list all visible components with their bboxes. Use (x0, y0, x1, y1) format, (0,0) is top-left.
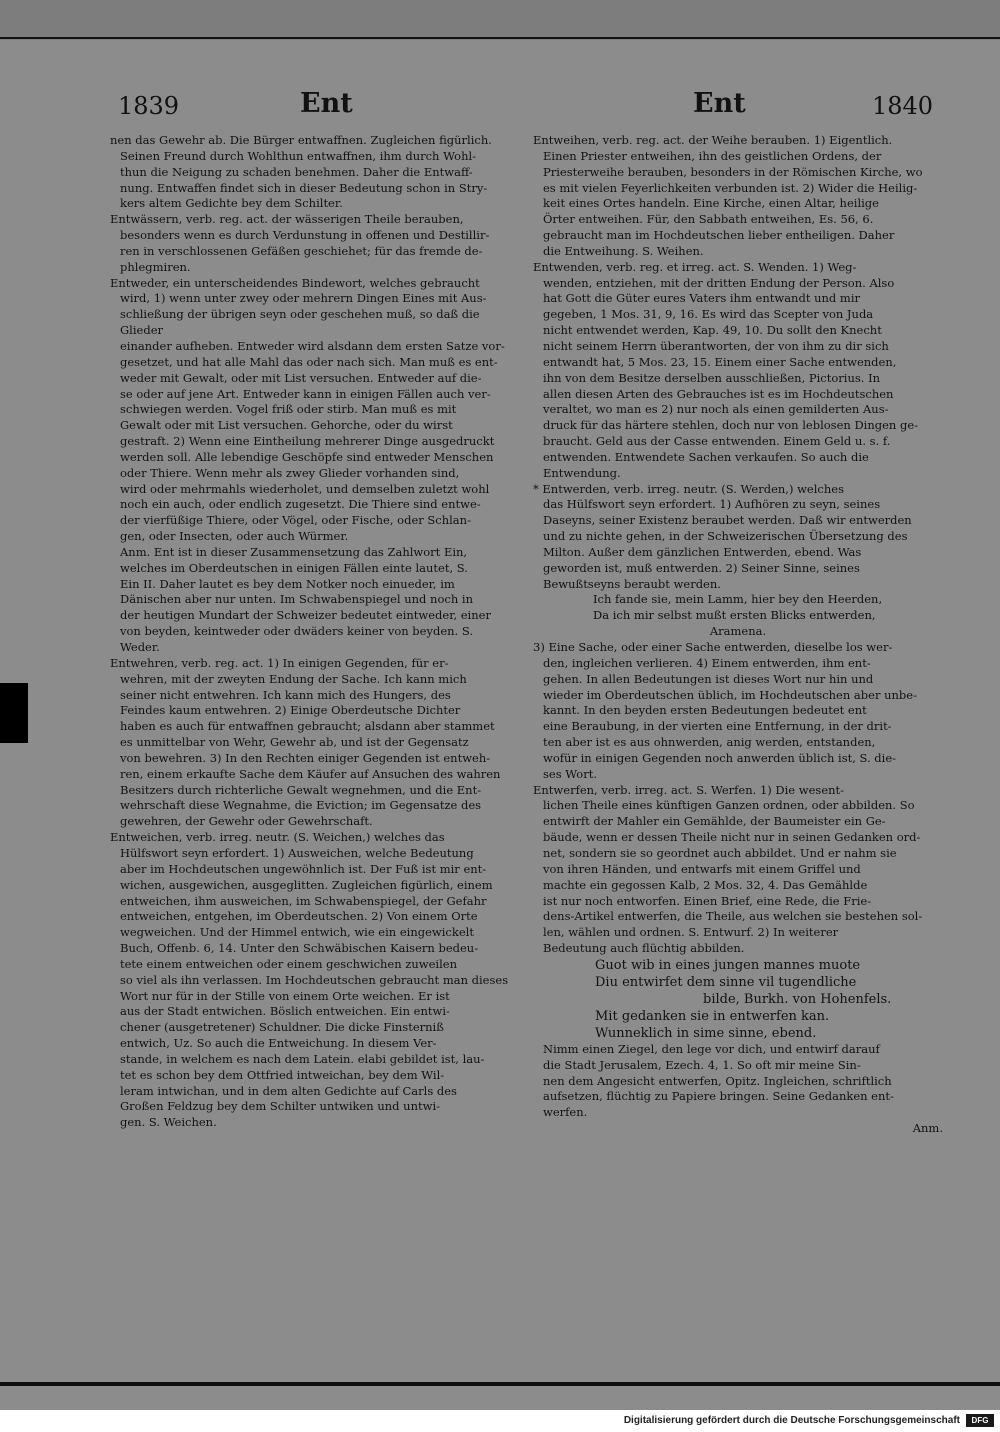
text-line: Entwendung. (543, 465, 621, 480)
text-line: schließung der übrigen seyn oder geschehen muß, so daß die Glieder (120, 307, 480, 338)
text-line: geworden ist, muß entwerden. 2) Seiner Sinne, seines (543, 560, 860, 575)
text-line: entwich, Uz. So auch die Entweichung. In diesem Ver- (120, 1036, 437, 1051)
text-line: entweichen, entgehen, im Oberdeutschen. 2) Von einem Orte (120, 909, 478, 924)
text-line: machte ein gegossen Kalb, 2 Mos. 32, 4. Das Gemählde (543, 877, 868, 892)
text-line: lichen Theile eines künftigen Ganzen ordnen, oder abbilden. So (543, 798, 915, 813)
text-line: der vierfüßige Thiere, oder Vögel, oder Fische, oder Schlan- (120, 513, 471, 528)
text-line: ren in verschlossenen Gefäßen geschiehet; für das fremde de- (120, 243, 483, 258)
text-line: keit eines Ortes handeln. Eine Kirche, einen Altar, heilige (543, 196, 879, 211)
digitization-credit: Digitalisierung gefördert durch die Deutsche Forschungsgemeinschaft (623, 1415, 960, 1426)
text-line: entwenden. Entwendete Sachen verkaufen. So auch die (543, 449, 869, 464)
text-line: Bewußtseyns beraubt werden. (543, 576, 721, 591)
text-line: se oder auf jene Art. Entweder kann in einigen Fällen auch ver- (120, 386, 491, 401)
text-line: besonders wenn es durch Verdunstung in offenen und Destillir- (120, 228, 490, 243)
text-line: 3) Eine Sache, oder einer Sache entwerden, dieselbe los wer- (533, 640, 893, 654)
text-line: entwandt hat, 5 Mos. 23, 15. Einem einer Sache entwenden, (543, 354, 897, 369)
text-line: chener (ausgetretener) Schuldner. Die dicke Finsterniß (120, 1020, 444, 1035)
left-page-number: 1839 (118, 92, 180, 120)
text-line: oder Thiere. Wenn mehr als zwey Glieder vorhanden sind, (120, 465, 460, 480)
right-running-head: Ent (693, 88, 746, 119)
text-line: Ein II. Daher lautet es bey dem Notker noch einueder, im (120, 576, 455, 591)
top-border-line (0, 37, 1000, 39)
text-line: Priesterweihe berauben, besonders in der Römischen Kirche, wo (543, 164, 923, 179)
text-line: wird, 1) wenn unter zwey oder mehrern Dingen Eines mit Aus- (120, 291, 487, 306)
text-line: gen. S. Weichen. (120, 1115, 217, 1130)
text-line: aus der Stadt entwichen. Böslich entweichen. Ein entwi- (120, 1004, 450, 1019)
text-line: Buch, Offenb. 6, 14. Unter den Schwäbischen Kaisern bedeu- (120, 941, 479, 956)
text-line: wird oder mehrmahls wiederholet, und demselben zuletzt wohl (120, 481, 490, 496)
text-line: veraltet, wo man es 2) nur noch als einen gemilderten Aus- (543, 402, 889, 417)
left-text-column (110, 133, 518, 1131)
text-line: Dänischen aber nur unten. Im Schwabenspiegel und noch in (120, 592, 473, 607)
text-line: nicht entwendet werden, Kap. 49, 10. Du sollt den Knecht (543, 323, 882, 338)
text-line: Anm. Ent ist in dieser Zusammensetzung das Zahlwort Ein, (120, 544, 468, 559)
text-line: einander aufheben. Entweder wird alsdann dem ersten Satze vor- (120, 338, 505, 353)
text-line: thun die Neigung zu schaden benehmen. Daher die Entwaff- (120, 164, 473, 179)
text-line: Entwehren, verb. reg. act. 1) In einigen Gegenden, für er- (110, 655, 449, 670)
text-line: es unmittelbar von Wehr, Gewehr ab, und ist der Gegensatz (120, 735, 469, 750)
text-line: haben es auch für entwaffnen gebraucht; alsdann aber stammet (120, 719, 495, 734)
text-line: Entweder, ein unterscheidendes Bindewort, welches gebraucht (110, 275, 480, 290)
text-line: Da ich mir selbst mußt ersten Blicks entwerden, (593, 608, 876, 623)
text-line: Entwenden, verb. reg. et irreg. act. S. Wenden. 1) Weg- (533, 259, 857, 274)
text-line: ihn von dem Besitze derselben ausschließen, Pictorius. In (543, 370, 881, 385)
text-line: gestraft. 2) Wenn eine Eintheilung mehrerer Dinge ausgedruckt (120, 434, 495, 449)
text-line: gewehren, der Gewehr oder Gewehrschaft. (120, 814, 373, 829)
text-line: phlegmiren. (120, 259, 191, 274)
text-line: von bewehren. 3) In den Rechten einiger Gegenden ist entweh- (120, 750, 491, 765)
text-line: den, ingleichen verlieren. 4) Einem entwerden, ihm ent- (543, 655, 871, 670)
text-line: Guot wib in eines jungen mannes muote (595, 957, 861, 973)
text-line: bäude, wenn er dessen Theile nicht nur in seinen Gedanken ord- (543, 830, 921, 845)
text-line: braucht. Geld aus der Casse entwenden. Einem Geld u. s. f. (543, 434, 891, 449)
text-line: Seinen Freund durch Wohlthun entwaffnen, ihm durch Wohl- (120, 148, 477, 163)
text-line: ist nur noch entworfen. Einen Brief, eine Rede, die Frie- (543, 893, 872, 908)
text-line: es mit vielen Feyerlichkeiten verbunden ist. 2) Wider die Heilig- (543, 180, 918, 195)
text-line: Großen Feldzug bey dem Schilter untwiken und untwi- (120, 1099, 441, 1114)
text-line: Nimm einen Ziegel, den lege vor dich, und entwirf darauf (543, 1041, 880, 1056)
text-line: der heutigen Mundart der Schweizer bedeutet eintweder, einer (120, 608, 491, 623)
text-line: wehren, mit der zweyten Endung der Sache. Ich kann mich (120, 671, 467, 686)
text-line: ses Wort. (543, 766, 598, 781)
text-line: entweichen, ihm ausweichen, im Schwabenspiegel, der Gefahr (120, 893, 487, 908)
text-line: aufsetzen, flüchtig zu Papiere bringen. Seine Gedanken ent- (543, 1089, 894, 1104)
text-line: werden soll. Alle lebendige Geschöpfe sind entweder Menschen (120, 449, 494, 464)
text-line: nicht seinem Herrn überantworten, der von ihm zu dir sich (543, 338, 889, 353)
text-line: Aramena. (709, 624, 767, 639)
text-line: Entweichen, verb. irreg. neutr. (S. Weichen,) welches das (110, 830, 445, 845)
text-line: nen das Gewehr ab. Die Bürger entwaffnen. Zugleichen figürlich. (110, 133, 492, 147)
text-line: leram intwichan, und in dem alten Gedichte auf Carls des (120, 1083, 457, 1098)
text-line: wieder im Oberdeutschen üblich, im Hochdeutschen aber unbe- (543, 687, 917, 702)
text-line: gen, oder Insecten, oder auch Würmer. (120, 529, 349, 544)
text-line: kers altem Gedichte bey dem Schilter. (120, 196, 343, 211)
text-line: Mit gedanken sie in entwerfen kan. (595, 1008, 830, 1024)
text-line: wegweichen. Und der Himmel entwich, wie ein eingewickelt (120, 925, 474, 940)
text-line: Feindes kaum entwehren. 2) Einige Oberdeutsche Dichter (120, 703, 461, 718)
text-line: gegeben, 1 Mos. 31, 9, 16. Es wird das Scepter von Juda (543, 307, 874, 322)
text-line: wofür in einigen Gegenden noch anwerden üblich ist, S. die- (543, 750, 897, 765)
text-line: gehen. In allen Bedeutungen ist dieses Wort nur hin und (543, 671, 874, 686)
text-line: wichen, ausgewichen, ausgeglitten. Zugleichen figürlich, einem (120, 877, 493, 892)
text-line: so viel als ihn verlassen. Im Hochdeutschen gebraucht man dieses (120, 972, 509, 987)
text-line: Weder. (120, 640, 160, 654)
text-line: kannt. In den beyden ersten Bedeutungen bedeutet ent (543, 703, 867, 718)
text-line: Entwerfen, verb. irreg. act. S. Werfen. 1) Die wesent- (533, 782, 845, 797)
text-line: druck für das härtere stehlen, doch nur von leblosen Dingen ge- (543, 418, 919, 433)
text-line: ren, einem erkaufte Sache dem Käufer auf Ansuchen des wahren (120, 766, 501, 781)
text-line: Bedeutung auch flüchtig abbilden. (543, 941, 745, 956)
bottom-border-line (0, 1382, 1000, 1386)
text-line: * Entwerden, verb. irreg. neutr. (S. Werden,) welches (533, 481, 844, 496)
text-line: Besitzers durch richterliche Gewalt wegnehmen, und die Ent- (120, 782, 482, 797)
scan-top-edge (0, 0, 1000, 40)
text-line: stande, in welchem es nach dem Latein. elabi gebildet ist, lau- (120, 1051, 485, 1066)
text-line: dens-Artikel entwerfen, die Theile, aus welchen sie bestehen sol- (543, 909, 923, 924)
text-line: tet es schon bey dem Ottfried intweichan, bey dem Wil- (120, 1067, 445, 1082)
left-margin-mark (0, 683, 28, 743)
text-line: weder mit Gewalt, oder mit List versuchen. Entweder auf die- (120, 370, 482, 385)
text-line: gesetzet, und hat alle Mahl das oder nach sich. Man muß es ent- (120, 354, 498, 369)
text-line: schwiegen werden. Vogel friß oder stirb. Man muß es mit (120, 402, 457, 417)
text-line: hat Gott die Güter eures Vaters ihm entwandt und mir (543, 291, 861, 306)
text-line: seiner nicht entwehren. Ich kann mich des Hungers, des (120, 687, 451, 702)
text-line: Einen Priester entweihen, ihn des geistlichen Ordens, der (543, 148, 882, 163)
text-line: allen diesen Arten des Gebrauches ist es im Hochdeutschen (543, 386, 894, 401)
text-line: von beyden, keintweder oder dwäders keiner von beyden. S. (120, 624, 473, 639)
text-line: wenden, entziehen, mit der dritten Endung der Person. Also (543, 275, 895, 290)
text-line: Gewalt oder mit List versuchen. Gehorche, oder du wirst (120, 418, 453, 433)
text-line: eine Beraubung, in der vierten eine Entfernung, in der drit- (543, 719, 892, 734)
text-line: nen dem Angesicht entwerfen, Opitz. Ingleichen, schriftlich (543, 1073, 892, 1088)
right-text-column (533, 133, 943, 1137)
left-running-head: Ent (300, 88, 353, 119)
text-line: net, sondern sie so geordnet auch abbildet. Und er nahm sie (543, 845, 897, 860)
dfg-logo: DFG (966, 1414, 994, 1427)
text-line: Entweihen, verb. reg. act. der Weihe berauben. 1) Eigentlich. (533, 133, 893, 147)
text-line: Anm. (912, 1121, 943, 1136)
text-line: Wunneklich in sime sinne, ebend. (595, 1025, 817, 1041)
text-line: das Hülfswort seyn erfordert. 1) Aufhören zu seyn, seines (543, 497, 881, 512)
text-line: Hülfswort seyn erfordert. 1) Ausweichen, welche Bedeutung (120, 845, 474, 860)
text-line: und zu nichte gehen, in der Schweizerischen Übersetzung des (543, 529, 908, 544)
text-line: Ich fande sie, mein Lamm, hier bey den Heerden, (593, 592, 883, 607)
text-line: len, wählen und ordnen. S. Entwurf. 2) In weiterer (543, 925, 839, 940)
text-line: Wort nur für in der Stille von einem Orte weichen. Er ist (120, 988, 450, 1003)
text-line: welches im Oberdeutschen in einigen Fällen einte lautet, S. (120, 560, 468, 575)
text-line: tete einem entweichen oder einem geschwichen zuweilen (120, 956, 457, 971)
text-line: nung. Entwaffen findet sich in dieser Bedeutung schon in Stry- (120, 180, 488, 195)
text-line: werfen. (543, 1105, 588, 1120)
text-line: noch ein auch, oder endlich zugesetzt. Die Thiere sind entwe- (120, 497, 481, 512)
text-line: die Entweihung. S. Weihen. (543, 243, 704, 258)
text-line: bilde, Burkh. von Hohenfels. (703, 991, 892, 1007)
footer-bar (0, 1410, 1000, 1432)
text-line: gebraucht man im Hochdeutschen lieber entheiligen. Daher (543, 228, 895, 243)
text-line: ten aber ist es aus ohnwerden, anig werden, entstanden, (543, 735, 876, 750)
text-line: Diu entwirfet dem sinne vil tugendliche (595, 974, 857, 990)
text-line: Örter entweihen. Für, den Sabbath entweihen, Es. 56, 6. (543, 212, 874, 227)
right-page-number: 1840 (872, 92, 934, 120)
text-line: Daseyns, seiner Existenz beraubet werden. Daß wir entwerden (543, 513, 912, 528)
text-line: wehrschaft diese Wegnahme, die Eviction; im Gegensatze des (120, 798, 482, 813)
text-line: aber im Hochdeutschen ungewöhnlich ist. Der Fuß ist mir ent- (120, 861, 487, 876)
text-line: Milton. Außer dem gänzlichen Entwerden, ebend. Was (543, 544, 862, 559)
text-line: Entwässern, verb. reg. act. der wässerigen Theile berauben, (110, 212, 464, 227)
text-line: entwirft der Mahler ein Gemählde, der Baumeister ein Ge- (543, 814, 886, 829)
text-line: von ihren Händen, und entwarfs mit einem Griffel und (543, 861, 861, 876)
text-line: die Stadt Jerusalem, Ezech. 4, 1. So oft mir meine Sin- (543, 1057, 861, 1072)
